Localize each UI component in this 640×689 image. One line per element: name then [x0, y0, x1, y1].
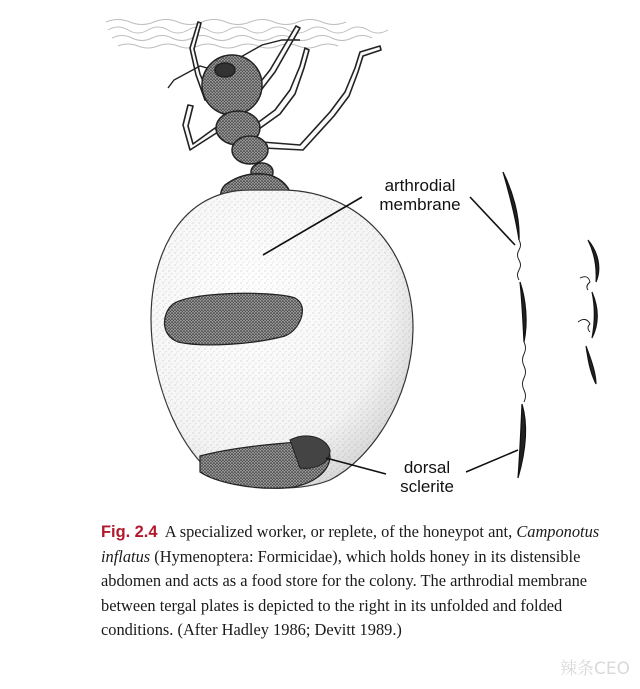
ant-head-thorax	[202, 55, 292, 205]
label-line: arthrodial	[384, 176, 456, 195]
species-name: Camponotus inflatus	[101, 522, 600, 566]
watermark: 辣条CEO	[560, 659, 630, 679]
unfolded-membrane-diagram	[503, 172, 526, 478]
ceiling-texture	[106, 20, 388, 49]
label-line: sclerite	[400, 477, 454, 496]
figure-caption	[101, 520, 601, 643]
label-arthrodial-membrane	[366, 176, 474, 214]
caption-text: A specialized worker, or replete, of the honeypot ant,	[164, 522, 517, 541]
ant-abdomen	[151, 190, 413, 488]
folded-membrane-diagram	[578, 240, 599, 384]
tergal-plate	[164, 293, 302, 345]
label-line: dorsal	[403, 458, 451, 477]
figure-number: Fig. 2.4	[101, 523, 158, 541]
caption-text: (Hymenoptera: Formicidae), which holds honey in its distensible abdomen and acts as a food store for the colony. The arthrodial membrane between tergal plates is depicted to the right in its unfolded and folded conditions. (After Hadley 1986; Devitt 1989.)	[101, 546, 588, 639]
label-dorsal-sclerite	[386, 458, 468, 496]
label-line: membrane	[379, 195, 461, 214]
